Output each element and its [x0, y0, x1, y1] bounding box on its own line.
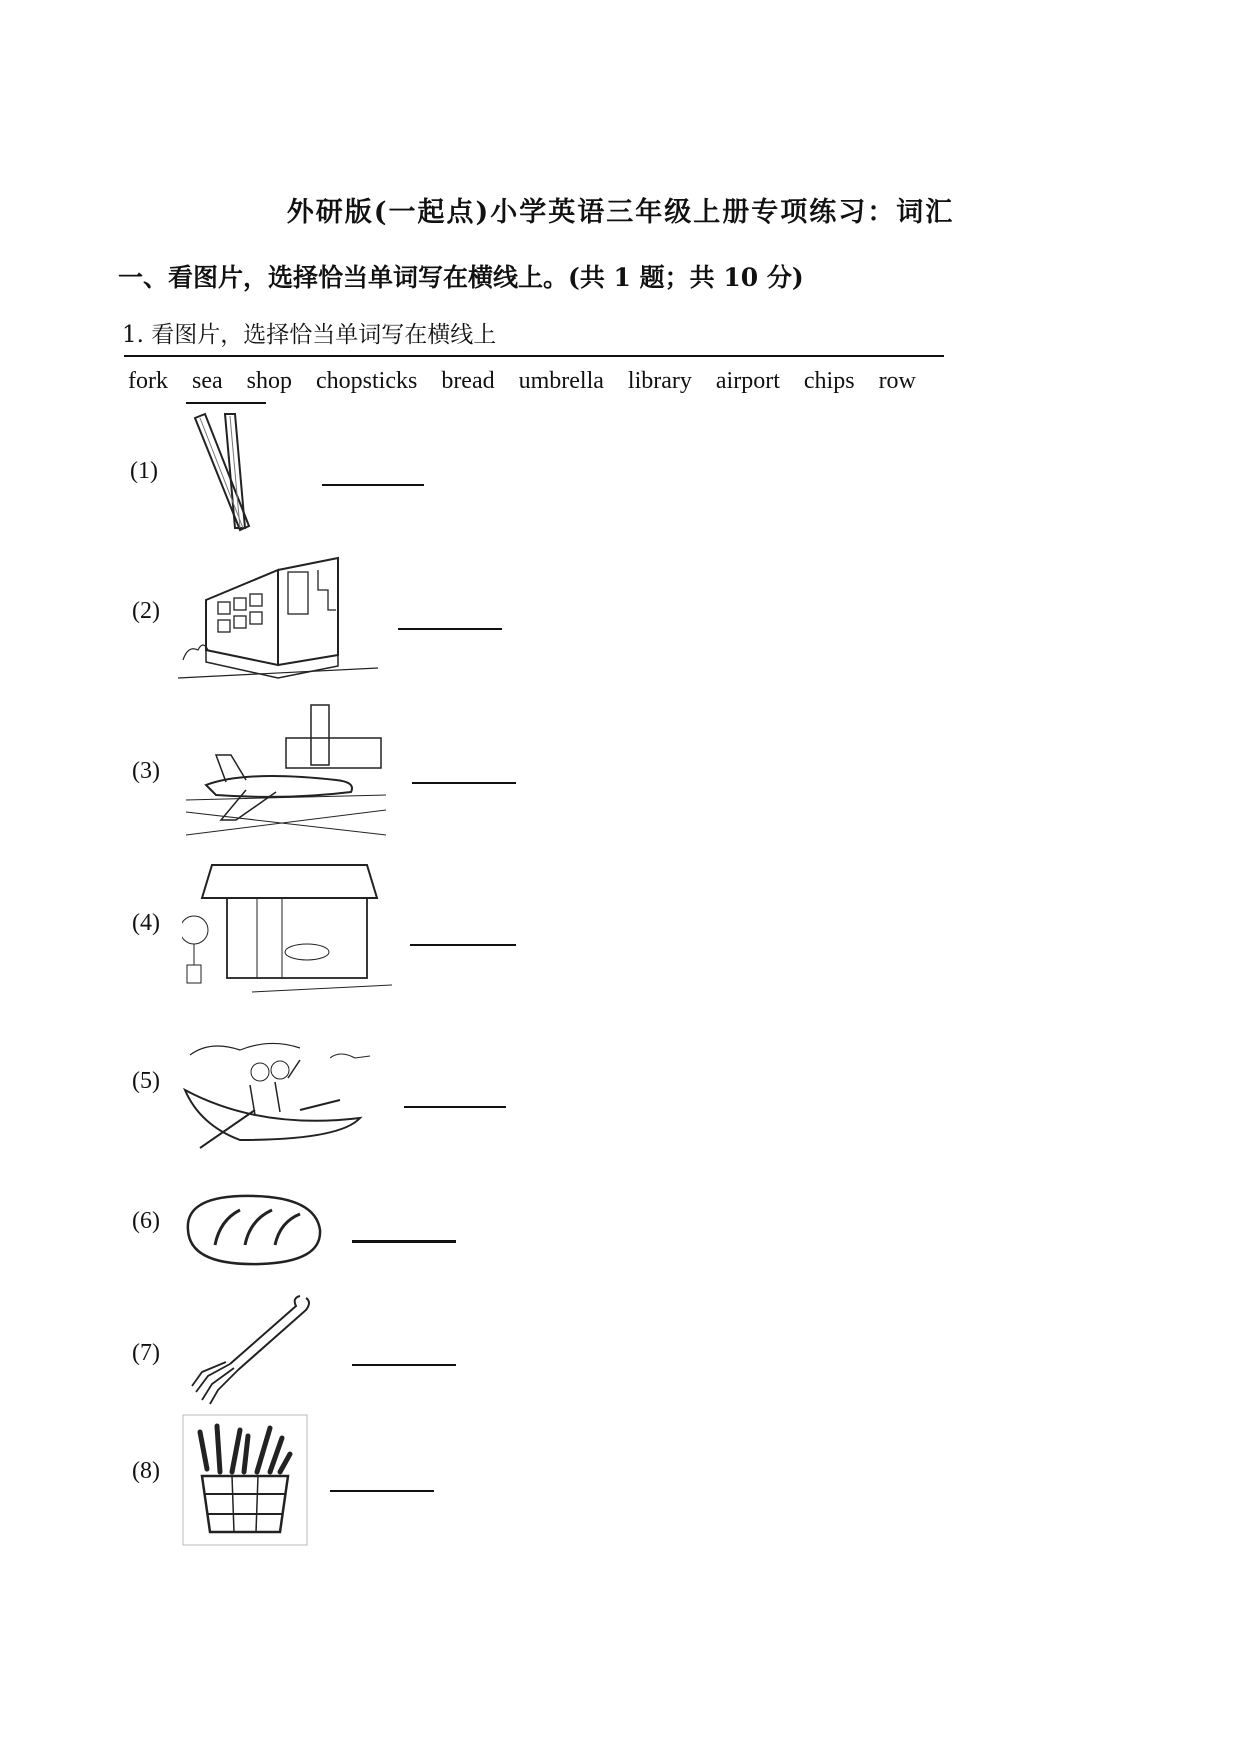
word-bank-item: chopsticks [315, 368, 418, 394]
word-underline [186, 402, 266, 404]
rowing-boat-picture [180, 1030, 375, 1160]
answer-blank[interactable] [404, 1106, 506, 1108]
answer-blank[interactable] [398, 628, 502, 630]
word-bank-item: umbrella [518, 368, 604, 394]
chips-picture [182, 1414, 308, 1546]
item-number: (1) [130, 458, 158, 484]
word-bank-item: row [878, 368, 916, 394]
shop-storefront-picture [182, 860, 392, 1000]
answer-blank[interactable] [352, 1240, 456, 1243]
answer-blank[interactable] [330, 1490, 434, 1492]
item-number: (5) [132, 1068, 160, 1094]
divider [124, 355, 944, 357]
word-bank-item: airport [715, 368, 780, 394]
item-number: (8) [132, 1458, 160, 1484]
bread-picture [180, 1190, 325, 1270]
word-bank-item: shop [246, 368, 292, 394]
word-bank-item: bread [441, 368, 495, 394]
library-building-picture [178, 550, 378, 680]
question-text: 1. 看图片，选择恰当单词写在横线上 [122, 322, 497, 348]
word-bank-item: library [627, 368, 692, 394]
section-heading: 一、看图片，选择恰当单词写在横线上。(共 1 题；共 10 分) [118, 263, 804, 292]
word-bank [128, 368, 934, 395]
item-number: (3) [132, 758, 160, 784]
answer-blank[interactable] [412, 782, 516, 784]
fork-picture [188, 1292, 318, 1407]
item-number: (6) [132, 1208, 160, 1234]
item-number: (2) [132, 598, 160, 624]
airport-airplane-picture [186, 700, 386, 840]
word-bank-item: chips [803, 368, 855, 394]
word-bank-item: sea [191, 368, 223, 394]
word-bank-item: fork [128, 368, 168, 394]
answer-blank[interactable] [352, 1364, 456, 1366]
item-number: (7) [132, 1340, 160, 1366]
answer-blank[interactable] [410, 944, 516, 946]
item-number: (4) [132, 910, 160, 936]
answer-blank[interactable] [322, 484, 424, 486]
page-title: 外研版(一起点)小学英语三年级上册专项练习：词汇 [286, 197, 955, 228]
chopsticks-picture [185, 410, 275, 535]
